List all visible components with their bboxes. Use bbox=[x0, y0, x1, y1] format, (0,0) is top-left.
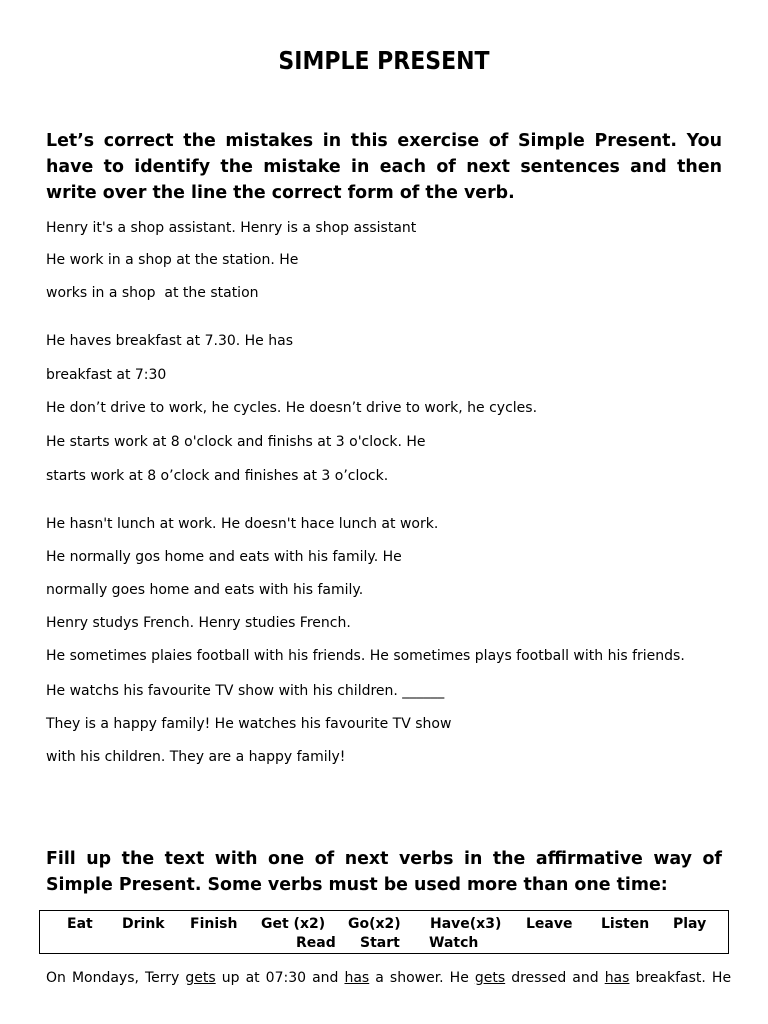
sentence-line: He hasn't lunch at work. He doesn't hace lunch at work. bbox=[46, 516, 439, 532]
answer-word: gets bbox=[474, 970, 506, 986]
answer-word: has bbox=[604, 970, 630, 986]
story-text: dressed and bbox=[505, 970, 605, 986]
exercise1-instructions bbox=[46, 128, 722, 206]
verb-item: Read bbox=[296, 935, 336, 951]
story-text: up at 07:30 and bbox=[215, 970, 345, 986]
verb-item: Have(x3) bbox=[430, 916, 502, 932]
verb-item: Watch bbox=[429, 935, 479, 951]
verb-item: Leave bbox=[526, 916, 573, 932]
answer-word: has bbox=[344, 970, 370, 986]
sentence-line: breakfast at 7:30 bbox=[46, 367, 167, 383]
story-text: On Mondays, Terry bbox=[46, 970, 186, 986]
sentence-line: He don’t drive to work, he cycles. He doesn’t drive to work, he cycles. bbox=[46, 400, 538, 416]
sentence-line: He watchs his favourite TV show with his children. ______ bbox=[46, 683, 445, 699]
verb-item: Listen bbox=[601, 916, 650, 932]
sentence-line: He sometimes plaies football with his friends. He sometimes plays football with his friends. bbox=[46, 648, 685, 664]
verb-item: Finish bbox=[190, 916, 238, 932]
verb-box bbox=[39, 910, 729, 954]
sentence-line: starts work at 8 o’clock and finishes at 3 o’clock. bbox=[46, 468, 389, 484]
sentence-line: with his children. They are a happy family! bbox=[46, 749, 346, 765]
story-text: a shower. He bbox=[369, 970, 475, 986]
sentence-line: normally goes home and eats with his family. bbox=[46, 582, 364, 598]
exercise2-instructions-text: Fill up the text with one of next verbs in the affirmative way of Simple Present. Some verbs must be used more than one time: bbox=[46, 849, 722, 895]
exercise2-instructions bbox=[46, 846, 722, 898]
sentence-line: He normally gos home and eats with his family. He bbox=[46, 549, 402, 565]
verb-item: Drink bbox=[122, 916, 165, 932]
verb-item: Go(x2) bbox=[348, 916, 401, 932]
exercise1-instructions-text: Let’s correct the mistakes in this exercise of Simple Present. You have to identify the mistake in each of next sentences and then write over the line the correct form of the verb. bbox=[46, 131, 722, 203]
verb-item: Eat bbox=[67, 916, 93, 932]
story-paragraph bbox=[46, 968, 732, 988]
sentence-line: works in a shop at the station bbox=[46, 285, 259, 301]
sentence-line: Henry studys French. Henry studies French. bbox=[46, 615, 351, 631]
sentence-line: Henry it's a shop assistant. Henry is a shop assistant bbox=[46, 220, 417, 236]
sentence-line: He work in a shop at the station. He bbox=[46, 252, 299, 268]
answer-word: gets bbox=[185, 970, 216, 986]
verb-item: Play bbox=[673, 916, 707, 932]
sentence-line: He starts work at 8 o'clock and finishs at 3 o'clock. He bbox=[46, 434, 426, 450]
story-text: breakfast. He bbox=[629, 970, 732, 986]
verb-item: Get (x2) bbox=[261, 916, 326, 932]
page-title: SIMPLE PRESENT bbox=[278, 46, 490, 75]
sentence-line: They is a happy family! He watches his favourite TV show bbox=[46, 716, 452, 732]
verb-item: Start bbox=[360, 935, 400, 951]
sentence-line: He haves breakfast at 7.30. He has bbox=[46, 333, 293, 349]
